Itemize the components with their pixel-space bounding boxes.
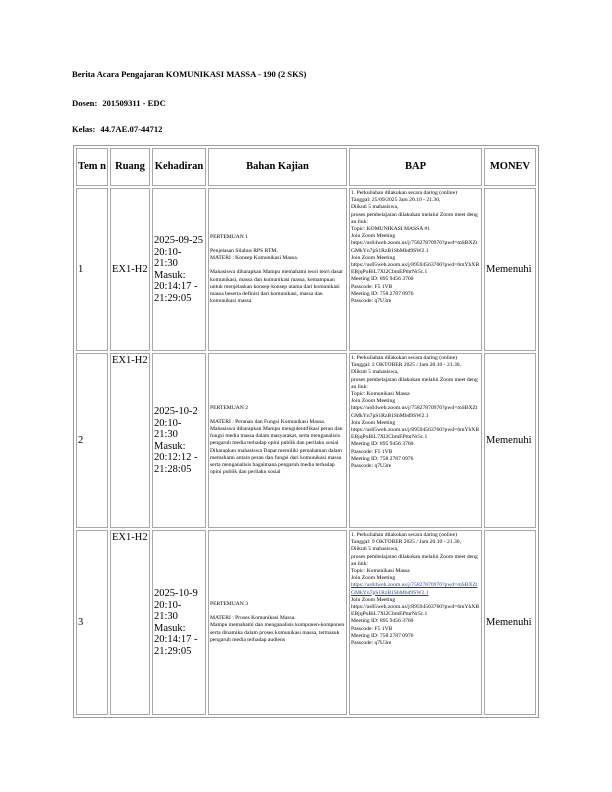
bap-line: Join Zoom Meeting xyxy=(351,575,396,582)
bap-table xyxy=(73,145,539,718)
bap-line: Meeting ID: 758 2787 0976 xyxy=(351,455,414,462)
kajian-line: MATERI : Peranan dan Fungsi Komunikasi Massa. xyxy=(210,418,326,425)
kajian-line: MATERI : Konsep Komunikasi Massa. xyxy=(210,255,299,262)
kehadiran-date: 2025-10-9 xyxy=(154,588,198,599)
bap-line: Diikuti 5 mahasiswa, xyxy=(351,204,399,211)
header-bahan-kajian: Bahan Kajian xyxy=(208,148,347,186)
kelas-value: 44.7AE.07-44712 xyxy=(100,124,163,134)
bap-line: Diikuti 5 mahasiswa, xyxy=(351,546,399,553)
kehadiran-time: 20:10-21:30 xyxy=(154,246,182,269)
kehadiran-masuk-label: Masuk: xyxy=(154,622,186,634)
bap-line: proses pembelajaran dilakukan melalui Zoom meet dengan link: xyxy=(351,553,478,567)
header-no: Tem n xyxy=(76,148,108,186)
bap-line: Join Zoom Meeting xyxy=(351,596,396,603)
bap-line: Join Zoom Meeting xyxy=(351,398,396,405)
kajian-heading: PERTEMUAN 2 xyxy=(210,404,249,411)
kajian-heading: PERTEMUAN 3 xyxy=(210,600,249,607)
row-bahan-kajian xyxy=(208,353,347,528)
kajian-line: Mampu memahami dan menganalisis komponen-komponen serta dinamika dalam proses komunikasi massa, termasuk pengaruh media terhadap audiens xyxy=(210,622,345,643)
bap-line: Topic: Komunikasi Massa xyxy=(351,391,410,398)
bap-line: 1. Perkuliahan dilakukan secara daring (online) xyxy=(351,190,457,196)
bap-line: https://us05web.zoom.us/j/89594563760?pwd=6mYhXBEBjqPoBiL7Xl2CbmEPmrNr5c.1 xyxy=(351,427,480,441)
bap-line: proses pembelajaran dilakukan melalui Zoom meet dengan link: xyxy=(351,211,478,225)
kajian-line: MATERI : Proses Komunikasi Massa. xyxy=(210,615,296,622)
row-bap xyxy=(349,530,482,715)
bap-line: Topic: Komunikasi Massa xyxy=(351,568,410,575)
row-kehadiran xyxy=(152,530,206,715)
table-row xyxy=(76,188,536,351)
row-bap xyxy=(349,188,482,351)
table-row xyxy=(76,353,536,528)
kajian-line: Mahasiswa diharapkan Mampu memahami teori teori dasar komunikasi, massa dan komunikasi massa, kemampuan untuk menjelaskan konsep-konsep utama dari komunikasi massa beserta definisi dari komunikasi, massa dan komunikasi massa xyxy=(210,269,343,305)
bap-line: Diikuti 5 mahasiswa, xyxy=(351,369,399,376)
bap-line: Passcode: q7U3re xyxy=(351,298,392,305)
bap-line: Tanggal: 25/09/2025 Jam 20.10 - 21.30, xyxy=(351,197,441,204)
bap-line: Meeting ID: 895 9456 3760 xyxy=(351,441,414,448)
header-monev: MONEV xyxy=(484,148,536,186)
kajian-line: Mahasiswa diharapkan Mampu mengidentifikasi peran dan fungsi media massa dalam masyarakat, serta menganalisis pengaruh media terhadap opini publik dan perilaku sosial xyxy=(210,425,343,447)
kehadiran-time: 20:10-21:30 xyxy=(154,417,182,440)
bap-line: Join Zoom Meeting xyxy=(351,254,396,261)
header-ruang: Ruang xyxy=(110,148,150,186)
table-header-row xyxy=(76,148,536,186)
bap-line: https://us04web.zoom.us/j/75827870976?pwd=mSBXZtGMkYn7pS1RzB1SbMbd9SW2.1 xyxy=(351,405,478,419)
zoom-meeting-link[interactable]: https://us04web.zoom.us/j/75827870976?pwd=mSBXZtGMkYn7pS1RzB1SbMbd9SW2.1 xyxy=(351,582,478,596)
kehadiran-masuk-start: 20:14:17 - xyxy=(154,634,198,645)
kehadiran-masuk-label: Masuk: xyxy=(154,440,186,452)
kehadiran-date: 2025-10-2 xyxy=(154,406,198,417)
row-number: 1 xyxy=(76,188,108,351)
table-row xyxy=(76,530,536,715)
row-bahan-kajian xyxy=(208,188,347,351)
row-ruang: EX1-H2 xyxy=(110,530,150,715)
row-bap xyxy=(349,353,482,528)
row-bahan-kajian xyxy=(208,530,347,715)
bap-line: 1. Perkuliahan dilakukan secara daring (online) xyxy=(351,532,457,538)
bap-line: Passcode: F5 1VB xyxy=(351,283,393,290)
row-kehadiran xyxy=(152,188,206,351)
row-number: 2 xyxy=(76,353,108,528)
kehadiran-masuk-end: 21:29:05 xyxy=(154,292,192,304)
bap-line: Tanggal: 2 OKTOBER 2025 / Jam 20.10 - 21.30, xyxy=(351,362,461,369)
kelas-info xyxy=(72,124,162,134)
dosen-label: Dosen: xyxy=(72,98,98,108)
kajian-line: Diharapkan mahasiswa Dapat memiliki pemahaman dalam memahami antara peran dan fungsi dari komunikasi massa serta menganalisis bagaimana pengaruh media terhadap opini publik dan perilaku sosial xyxy=(210,447,342,476)
bap-line: Meeting ID: 758 2787 0976 xyxy=(351,290,414,297)
row-ruang: EX1-H2 xyxy=(110,353,150,528)
bap-line: https://us05web.zoom.us/j/89594563760?pwd=6mYhXBEBjqPoBiL7Xl2CbmEPmrNr5c.1 xyxy=(351,262,480,276)
bap-line: proses pembelajaran dilakukan melalui Zoom meet dengan link: xyxy=(351,376,478,390)
kajian-heading: PERTEMUAN 1 xyxy=(210,233,249,240)
bap-line: Passcode: F5 1VB xyxy=(351,448,393,455)
dosen-value: 201509311 - EDC xyxy=(102,98,166,108)
kelas-label: Kelas: xyxy=(72,124,96,134)
bap-line: Join Zoom Meeting xyxy=(351,419,396,426)
bap-line: Tanggal: 9 OKTOBER 2025 / Jam 20.10 - 21.30, xyxy=(351,539,461,546)
kehadiran-masuk-end: 21:29:05 xyxy=(154,645,192,657)
kehadiran-masuk-label: Masuk: xyxy=(154,269,186,281)
kehadiran-time: 20:10-21:30 xyxy=(154,599,182,622)
bap-line: https://us04web.zoom.us/j/75827870976?pwd=mSBXZtGMkYn7pS1RzB1SbMbd9SW2.1 xyxy=(351,240,478,254)
row-monev: Memenuhi xyxy=(484,353,536,528)
row-ruang: EX1-H2 xyxy=(110,188,150,351)
kehadiran-masuk-start: 20:12:12 - xyxy=(154,452,198,463)
row-number: 3 xyxy=(76,530,108,715)
header-kehadiran: Kehadiran xyxy=(152,148,206,186)
bap-line: 1. Perkuliahan dilakukan secara daring (online) xyxy=(351,355,457,361)
row-monev: Memenuhi xyxy=(484,530,536,715)
row-monev: Memenuhi xyxy=(484,188,536,351)
row-kehadiran xyxy=(152,353,206,528)
bap-line: Join Zoom Meeting xyxy=(351,233,396,240)
kajian-line: Penjelasan Silabus RPS RTM, xyxy=(210,247,278,254)
bap-line: Passcode: q7U3re xyxy=(351,463,392,470)
dosen-info xyxy=(72,98,166,108)
header-bap: BAP xyxy=(349,148,482,186)
kehadiran-masuk-end: 21:28:05 xyxy=(154,463,192,475)
bap-line: Meeting ID: 758 2787 0976 xyxy=(351,632,414,639)
document-title: Berita Acara Pengajaran KOMUNIKASI MASSA - 190 (2 SKS) xyxy=(72,69,307,79)
bap-line: https://us05web.zoom.us/j/89594563760?pwd=6mYhXBEBjqPoBiL7Xl2CbmEPmrNr5c.1 xyxy=(351,604,480,618)
kehadiran-date: 2025-09-25 xyxy=(154,235,203,246)
bap-line: Meeting ID: 895 9456 3760 xyxy=(351,618,414,625)
kehadiran-masuk-start: 20:14:17 - xyxy=(154,281,198,292)
bap-line: Passcode: F5 1VB xyxy=(351,625,393,632)
bap-line: Meeting ID: 895 9456 3760 xyxy=(351,276,414,283)
bap-line: Passcode: q7U3re xyxy=(351,640,392,647)
bap-line: Topic: KOMUNIKASI MASSA #1 xyxy=(351,226,431,233)
